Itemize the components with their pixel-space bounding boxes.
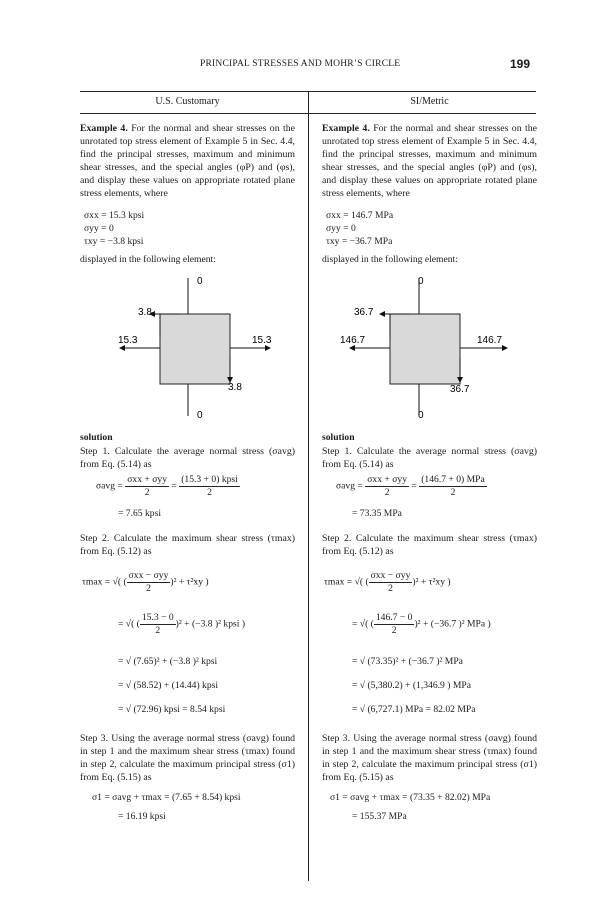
right-solution-label: solution [322,432,355,443]
right-shear-line2: = √( ( $\frac{146.7 - 0}{2}$ )² + (−36.7 )² MPa ) [352,612,491,636]
left-example-label: Example 4. [80,123,128,134]
left-avg-equation: σavg = $\frac{\text{σxx + σyy}}{2}$ = $\frac{\text{(15.3 + 0) kpsi}}{2}$ [96,474,238,498]
right-bottom-value: 0 [418,410,424,421]
left-element-square [160,314,230,384]
right-avg-equation: σavg = $\frac{\text{σxx + σyy}}{2}$ = $\frac{\text{(146.7 + 0) MPa}}{2}$ [336,474,485,498]
left-given-syy: σyy = 0 [84,223,114,234]
right-given-syy: σyy = 0 [326,223,356,234]
right-element-square [390,314,460,384]
right-step2-text: Step 2. Calculate the maximum shear stress (τmax) from Eq. (5.12) as [322,533,537,557]
right-shear-line5: = √ (6,727.1) MPa = 82.02 MPa [352,704,476,715]
right-stress-element-figure [322,268,537,428]
left-shear-line5: = √ (72.96) kpsi = 8.54 kpsi [118,704,226,715]
left-example-paragraph [80,122,295,200]
right-sigma1-equation: σ1 = σavg + τmax = (73.35 + 82.02) MPa [330,792,491,803]
left-right-value: 15.3 [252,335,272,346]
left-shear-line3: = √ (7.65)² + (−3.8 )² kpsi [118,656,218,667]
right-example-label: Example 4. [322,123,370,134]
left-shear-line4: = √ (58.52) + (14.44) kpsi [118,680,219,691]
left-shear-formula: τmax = √( ( $\frac{\text{σxx − σyy}}{2}$ )² + τ²xy ) [82,570,209,594]
left-given-txy: τxy = −3.8 kpsi [84,236,144,247]
left-sigma1-result: = 16.19 kpsi [118,811,166,822]
left-shear-bottom: 3.8 [228,382,242,393]
right-top-value: 0 [418,276,424,287]
left-shear-line2: = √( ( $\frac{15.3 - 0}{2}$ )² + (−3.8 )² kpsi ) [118,612,246,636]
left-step1-text: Step 1. Calculate the average normal stress (σavg) from Eq. (5.14) as [80,446,295,470]
right-shear-top: 36.7 [354,307,374,318]
right-shear-bottom: 36.7 [450,384,470,395]
left-displayed-text: displayed in the following element: [80,254,216,265]
right-column-heading: SI/Metric [410,96,449,107]
left-step2-text: Step 2. Calculate the maximum shear stress (τmax) from Eq. (5.12) as [80,533,295,557]
left-example-text: For the normal and shear stresses on the unrotated top stress element of Example 5 in Sec. 4.4, find the principal stresses, maximum and minimum shear stresses, and the special angles (φP) and (φs), and display these values on appropriate rotated plane stress elements, where [80,123,295,199]
left-column-heading: U.S. Customary [155,96,220,107]
left-given-sxx: σxx = 15.3 kpsi [84,210,145,221]
column-divider [308,91,309,881]
left-sigma1-equation: σ1 = σavg + τmax = (7.65 + 8.54) kpsi [92,792,241,803]
left-avg-result: = 7.65 kpsi [118,508,161,519]
right-example-paragraph [322,122,537,200]
left-bottom-value: 0 [197,410,203,421]
left-left-value: 15.3 [118,335,138,346]
left-shear-top: 3.8 [138,307,152,318]
right-left-value: 146.7 [340,335,366,346]
right-sigma1-result: = 155.37 MPa [352,811,407,822]
right-shear-line3: = √ (73.35)² + (−36.7 )² MPa [352,656,463,667]
right-given-txy: τxy = −36.7 MPa [326,236,393,247]
left-solution-label: solution [80,432,113,443]
right-given-sxx: σxx = 146.7 MPa [326,210,394,221]
page-number: 199 [510,57,531,71]
right-avg-result: = 73.35 MPa [352,508,402,519]
right-step1-text: Step 1. Calculate the average normal stress (σavg) from Eq. (5.14) as [322,446,537,470]
left-step3-text: Step 3. Using the average normal stress (σavg) found in step 1 and the maximum shear stress (τmax) found in step 2, calculate the maximum principal stress (σ1) from Eq. (5.15) as [80,733,295,783]
right-example-text: For the normal and shear stresses on the unrotated top stress element of Example 5 in Sec. 4.4, find the principal stresses, maximum and minimum shear stresses, and the special angles (φP) and (φs), and display these values on appropriate rotated plane stress elements, where [322,123,537,199]
right-shear-line4: = √ (5,380.2) + (1,346.9 ) MPa [352,680,471,691]
right-shear-formula: τmax = √( ( $\frac{\text{σxx − σyy}}{2}$ )² + τ²xy ) [324,570,451,594]
right-displayed-text: displayed in the following element: [322,254,458,265]
right-right-value: 146.7 [477,335,503,346]
right-step3-text: Step 3. Using the average normal stress (σavg) found in step 1 and the maximum shear stress (τmax) found in step 2, calculate the maximum principal stress (σ1) from Eq. (5.15) as [322,733,537,783]
left-top-value: 0 [197,276,203,287]
left-stress-element-figure [80,268,295,428]
running-title: PRINCIPAL STRESSES AND MOHR’S CIRCLE [200,59,401,69]
